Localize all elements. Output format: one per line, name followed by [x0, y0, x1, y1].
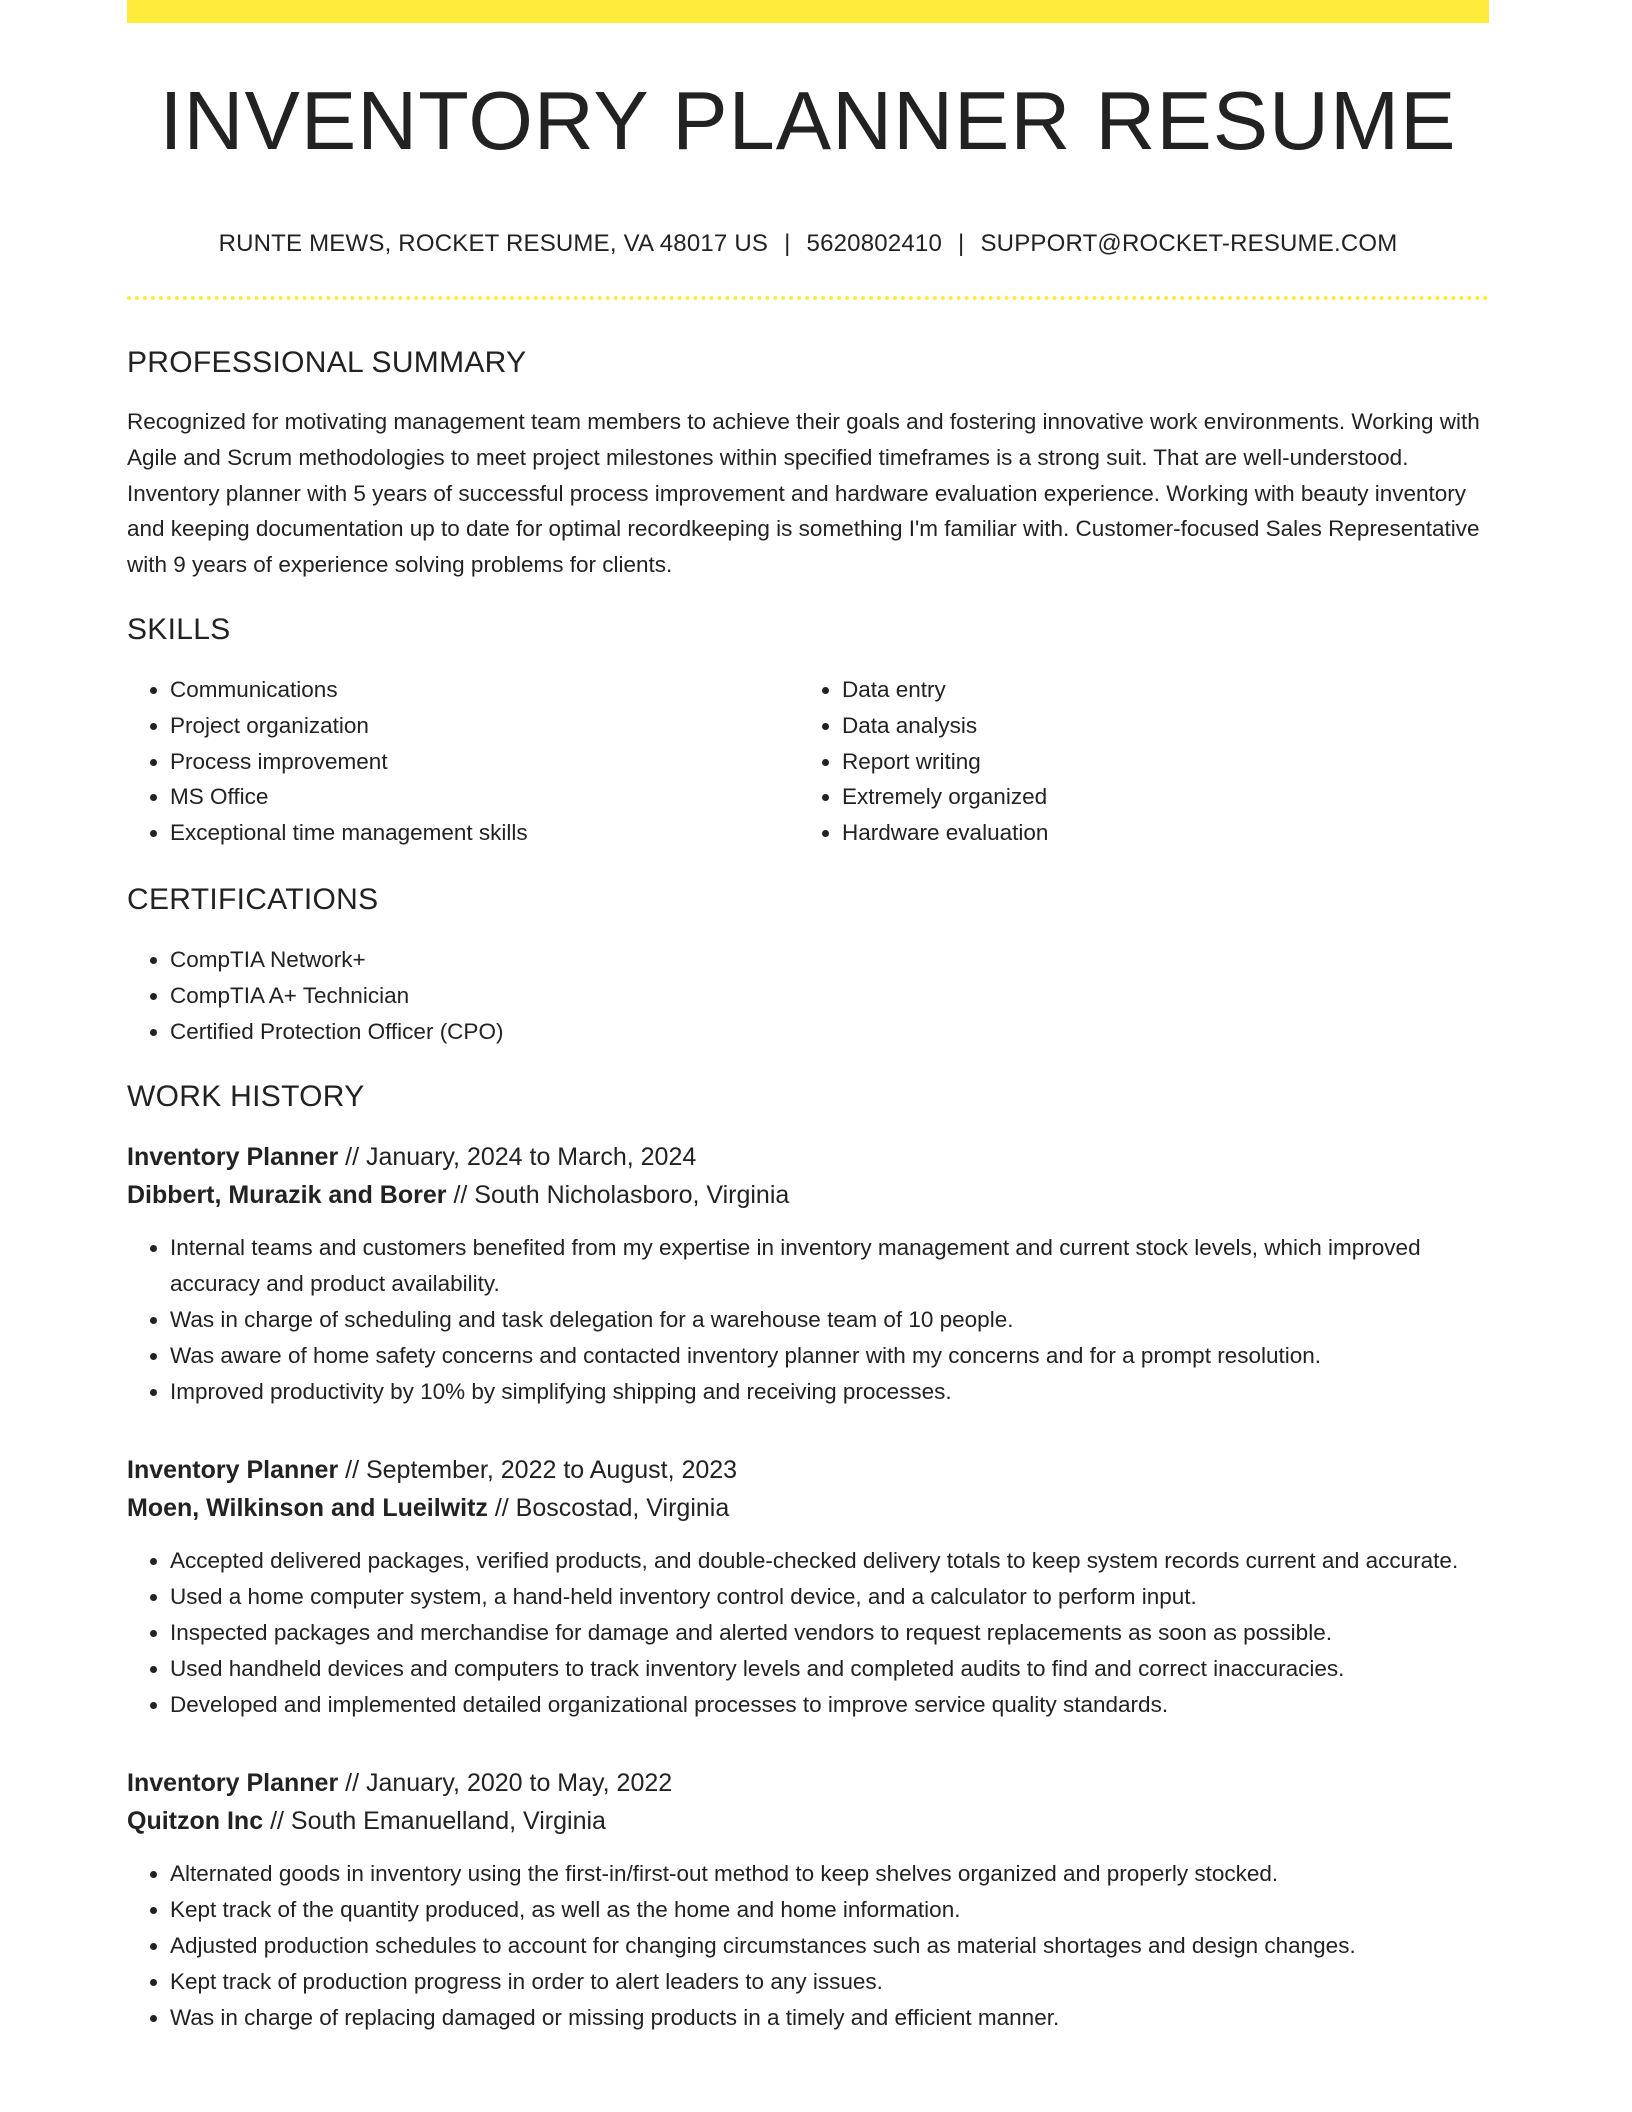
contact-line — [127, 230, 1489, 258]
skills-columns — [127, 672, 1489, 851]
job-role: Inventory Planner — [127, 1456, 339, 1485]
contact-separator: | — [784, 230, 791, 257]
job-bullet: • Alternated goods in inventory using the first-in/first-out method to keep shelves organized and properly stocked. — [170, 1856, 1489, 1892]
skill-item: • Hardware evaluation — [842, 815, 1471, 851]
certification-item: • CompTIA A+ Technician — [170, 978, 1489, 1014]
job-bullet: • Used handheld devices and computers to track inventory levels and completed audits to find and correct inaccuracies. — [170, 1651, 1489, 1687]
job-bullet: • Was aware of home safety concerns and contacted inventory planner with my concerns and for a prompt resolution. — [170, 1338, 1489, 1374]
resume-content — [127, 23, 1489, 2035]
job-dates: // January, 2024 to March, 2024 — [345, 1143, 697, 1172]
job-role: Inventory Planner — [127, 1769, 339, 1798]
job-bullet: • Kept track of the quantity produced, as well as the home and home information. — [170, 1892, 1489, 1928]
job-bullets — [127, 1856, 1489, 2035]
job-company: Dibbert, Murazik and Borer — [127, 1181, 447, 1210]
skill-item: • Extremely organized — [842, 779, 1471, 815]
skills-list-left — [127, 672, 799, 851]
page-title: INVENTORY PLANNER RESUME — [159, 74, 1457, 167]
job-company-line — [127, 1802, 1489, 1840]
job-bullet: • Was in charge of scheduling and task delegation for a warehouse team of 10 people. — [170, 1302, 1489, 1338]
accent-bar — [127, 0, 1489, 23]
job-location: // Boscostad, Virginia — [494, 1494, 730, 1523]
skill-item: • Data analysis — [842, 708, 1471, 744]
job-dates: // January, 2020 to May, 2022 — [345, 1769, 673, 1798]
job-company: Quitzon Inc — [127, 1807, 264, 1836]
job-role-line — [127, 1138, 1489, 1176]
contact-address: RUNTE MEWS, ROCKET RESUME, VA 48017 US — [218, 230, 769, 257]
skill-item: • Project organization — [170, 708, 799, 744]
contact-separator: | — [958, 230, 965, 257]
job-entry — [127, 1138, 1489, 1409]
skills-column-left — [127, 672, 799, 851]
job-role-line — [127, 1764, 1489, 1802]
job-bullet: • Inspected packages and merchandise for damage and alerted vendors to request replacements as soon as possible. — [170, 1615, 1489, 1651]
skill-item: • Process improvement — [170, 744, 799, 780]
job-bullet: • Adjusted production schedules to account for changing circumstances such as material shortages and design changes. — [170, 1928, 1489, 1964]
work-history-heading: WORK HISTORY — [127, 1080, 365, 1114]
job-company-line — [127, 1489, 1489, 1527]
certification-item: • Certified Protection Officer (CPO) — [170, 1014, 1489, 1050]
skills-heading: SKILLS — [127, 612, 231, 646]
skills-list-right — [799, 672, 1471, 851]
certification-item: • CompTIA Network+ — [170, 942, 1489, 978]
summary-text: Recognized for motivating management team members to achieve their goals and fostering innovative work environments. Working with Agile and Scrum methodologies to meet project milestones within specified timeframes is a strong suit. That are well-understood. Inventory planner with 5 years of successful process improvement and hardware evaluation experience. Working with beauty inventory and keeping documentation up to date for optimal recordkeeping is something I'm familiar with. Customer-focused Sales Representative with 9 years of experience solving problems for clients. — [127, 409, 1480, 578]
job-location: // South Nicholasboro, Virginia — [453, 1181, 790, 1210]
contact-phone: 5620802410 — [806, 230, 943, 257]
job-bullet: • Kept track of production progress in order to alert leaders to any issues. — [170, 1964, 1489, 2000]
skills-column-right — [799, 672, 1471, 851]
job-dates: // September, 2022 to August, 2023 — [345, 1456, 738, 1485]
job-entry — [127, 1764, 1489, 2035]
skill-item: • Report writing — [842, 744, 1471, 780]
certifications-heading: CERTIFICATIONS — [127, 882, 379, 916]
dotted-divider — [127, 296, 1489, 300]
job-bullets — [127, 1543, 1489, 1722]
job-bullet: • Used a home computer system, a hand-held inventory control device, and a calculator to perform input. — [170, 1579, 1489, 1615]
job-bullet: • Was in charge of replacing damaged or missing products in a timely and efficient manner. — [170, 2000, 1489, 2036]
skill-item: • Communications — [170, 672, 799, 708]
job-location: // South Emanuelland, Virginia — [270, 1807, 606, 1836]
job-bullet: • Developed and implemented detailed organizational processes to improve service quality standards. — [170, 1687, 1489, 1723]
skill-item: • Exceptional time management skills — [170, 815, 799, 851]
skill-item: • Data entry — [842, 672, 1471, 708]
skill-item: • MS Office — [170, 779, 799, 815]
job-bullet: • Accepted delivered packages, verified products, and double-checked delivery totals to keep system records current and accurate. — [170, 1543, 1489, 1579]
summary-heading: PROFESSIONAL SUMMARY — [127, 346, 527, 379]
job-role: Inventory Planner — [127, 1143, 339, 1172]
job-entry — [127, 1451, 1489, 1722]
job-company-line — [127, 1176, 1489, 1214]
contact-email: SUPPORT@ROCKET-RESUME.COM — [980, 230, 1398, 257]
job-company: Moen, Wilkinson and Lueilwitz — [127, 1494, 488, 1523]
job-role-line — [127, 1451, 1489, 1489]
job-bullet: • Internal teams and customers benefited from my expertise in inventory management and current stock levels, which improved accuracy and product availability. — [170, 1230, 1489, 1302]
job-bullets — [127, 1230, 1489, 1409]
job-bullet: • Improved productivity by 10% by simplifying shipping and receiving processes. — [170, 1374, 1489, 1410]
certifications-list — [127, 942, 1489, 1049]
